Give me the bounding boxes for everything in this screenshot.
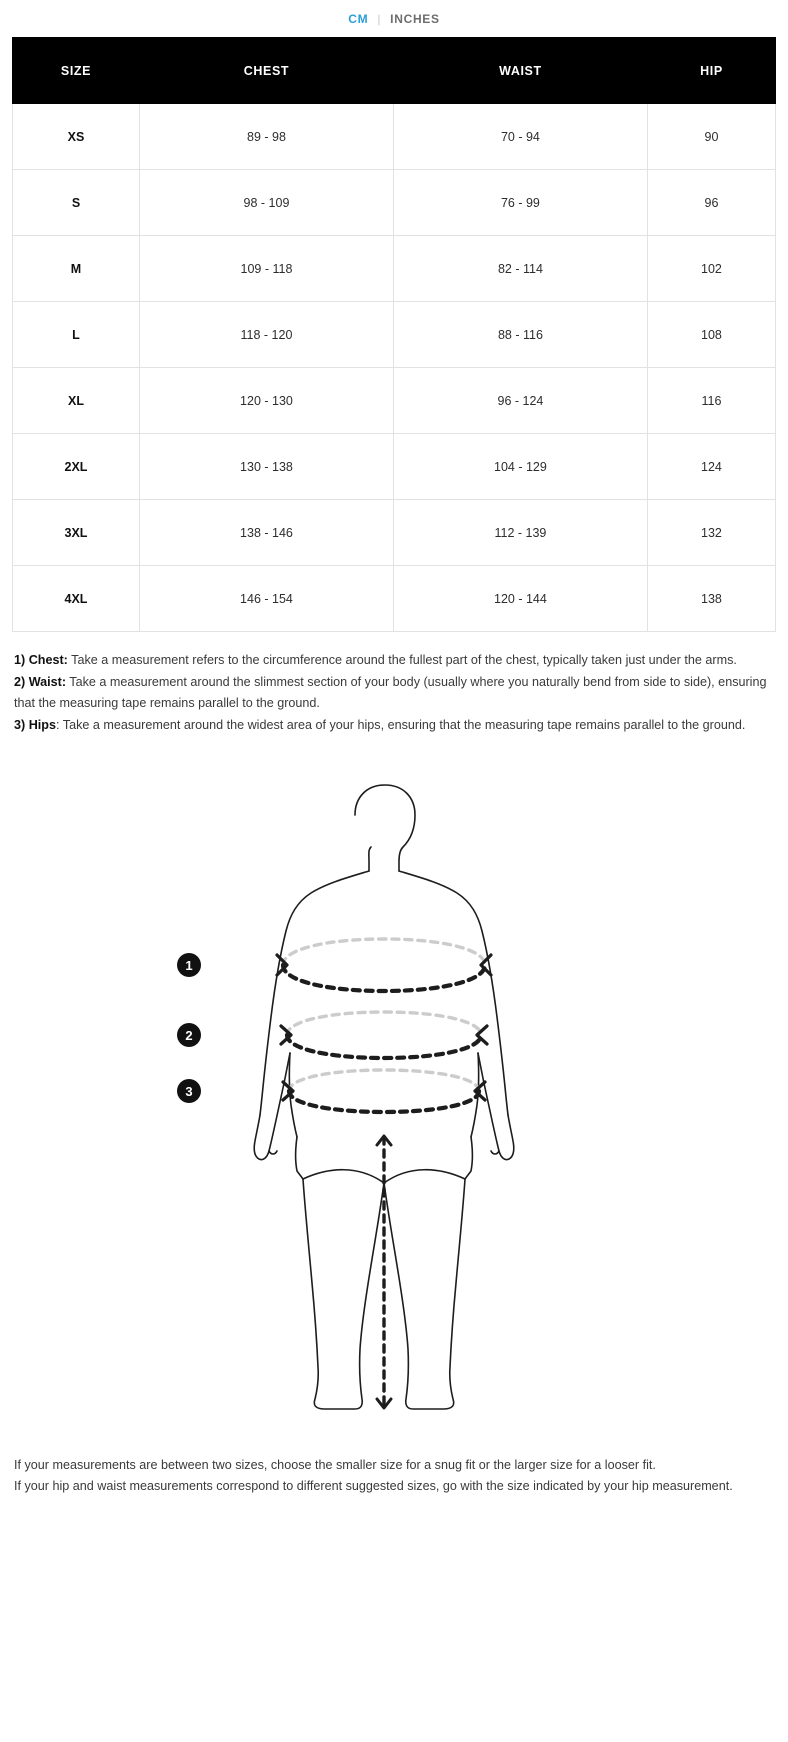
cell-chest: 118 - 120	[139, 302, 393, 368]
marker-hip-label: 3	[185, 1083, 193, 1099]
table-row	[13, 236, 776, 302]
table-row	[13, 302, 776, 368]
cell-size: XS	[13, 104, 140, 170]
cell-chest: 130 - 138	[139, 434, 393, 500]
cell-size: M	[13, 236, 140, 302]
cell-hip: 108	[647, 302, 775, 368]
cell-hip: 132	[647, 500, 775, 566]
marker-waist-label: 2	[185, 1027, 193, 1043]
note-hips	[14, 715, 774, 737]
cell-waist: 112 - 139	[393, 500, 647, 566]
cell-chest: 98 - 109	[139, 170, 393, 236]
column-header-size: SIZE	[13, 38, 140, 104]
table-header-row	[13, 38, 776, 104]
column-header-chest: CHEST	[139, 38, 393, 104]
unit-option-cm[interactable]: CM	[348, 12, 369, 26]
waist-measure-band	[281, 1012, 487, 1058]
unit-separator: |	[377, 12, 382, 26]
cell-chest: 120 - 130	[139, 368, 393, 434]
table-row	[13, 170, 776, 236]
body-measurement-figure	[12, 779, 776, 1419]
cell-chest: 109 - 118	[139, 236, 393, 302]
cell-waist: 104 - 129	[393, 434, 647, 500]
cell-waist: 120 - 144	[393, 566, 647, 632]
note-waist-label: 2) Waist:	[14, 674, 67, 689]
marker-waist	[177, 1023, 201, 1047]
fit-advice-line-2: If your hip and waist measurements correspond to different suggested sizes, go with the size indicated by your hip measurement.	[14, 1479, 733, 1494]
cell-hip: 102	[647, 236, 775, 302]
cell-size: 2XL	[13, 434, 140, 500]
cell-chest: 138 - 146	[139, 500, 393, 566]
cell-waist: 88 - 116	[393, 302, 647, 368]
cell-waist: 70 - 94	[393, 104, 647, 170]
note-chest-label: 1) Chest:	[14, 653, 68, 667]
table-row	[13, 500, 776, 566]
cell-waist: 82 - 114	[393, 236, 647, 302]
table-row	[13, 566, 776, 632]
fit-advice	[12, 1455, 776, 1518]
fit-advice-line-1: If your measurements are between two sizes, choose the smaller size for a snug fit or the larger size for a looser fit.	[14, 1457, 656, 1472]
table-row	[13, 104, 776, 170]
marker-hip	[177, 1079, 201, 1103]
marker-chest-label: 1	[185, 957, 193, 973]
cell-hip: 138	[647, 566, 775, 632]
cell-size: 4XL	[13, 566, 140, 632]
cell-size: S	[13, 170, 140, 236]
cell-chest: 146 - 154	[139, 566, 393, 632]
column-header-waist: WAIST	[393, 38, 647, 104]
height-guide-line	[377, 1136, 391, 1408]
note-chest-text: Take a measurement refers to the circumference around the fullest part of the chest, typically taken just under the arms.	[67, 653, 737, 667]
cell-size: XL	[13, 368, 140, 434]
cell-waist: 76 - 99	[393, 170, 647, 236]
hip-measure-band	[283, 1070, 485, 1112]
note-chest	[14, 650, 774, 672]
cell-hip: 124	[647, 434, 775, 500]
note-hips-text: : Take a measurement around the widest area of your hips, ensuring that the measuring tape remains parallel to the ground.	[56, 717, 746, 732]
table-row	[13, 434, 776, 500]
body-diagram-svg	[159, 779, 629, 1419]
cell-size: 3XL	[13, 500, 140, 566]
unit-option-inches[interactable]: INCHES	[390, 12, 440, 26]
column-header-hip: HIP	[647, 38, 775, 104]
note-waist-text: Take a measurement around the slimmest section of your body (usually where you naturally bend from side to side), ensuring that the measuring tape remains parallel to the ground.	[14, 674, 767, 711]
cell-hip: 96	[647, 170, 775, 236]
note-waist	[14, 672, 774, 715]
table-row	[13, 368, 776, 434]
measurement-notes	[12, 650, 776, 737]
cell-size: L	[13, 302, 140, 368]
note-hips-label: 3) Hips	[14, 717, 56, 732]
cell-hip: 90	[647, 104, 775, 170]
cell-waist: 96 - 124	[393, 368, 647, 434]
size-chart-table	[12, 37, 776, 632]
cell-hip: 116	[647, 368, 775, 434]
marker-chest	[177, 953, 201, 977]
unit-toggle[interactable]	[12, 0, 776, 37]
chest-measure-band	[277, 939, 491, 991]
cell-chest: 89 - 98	[139, 104, 393, 170]
